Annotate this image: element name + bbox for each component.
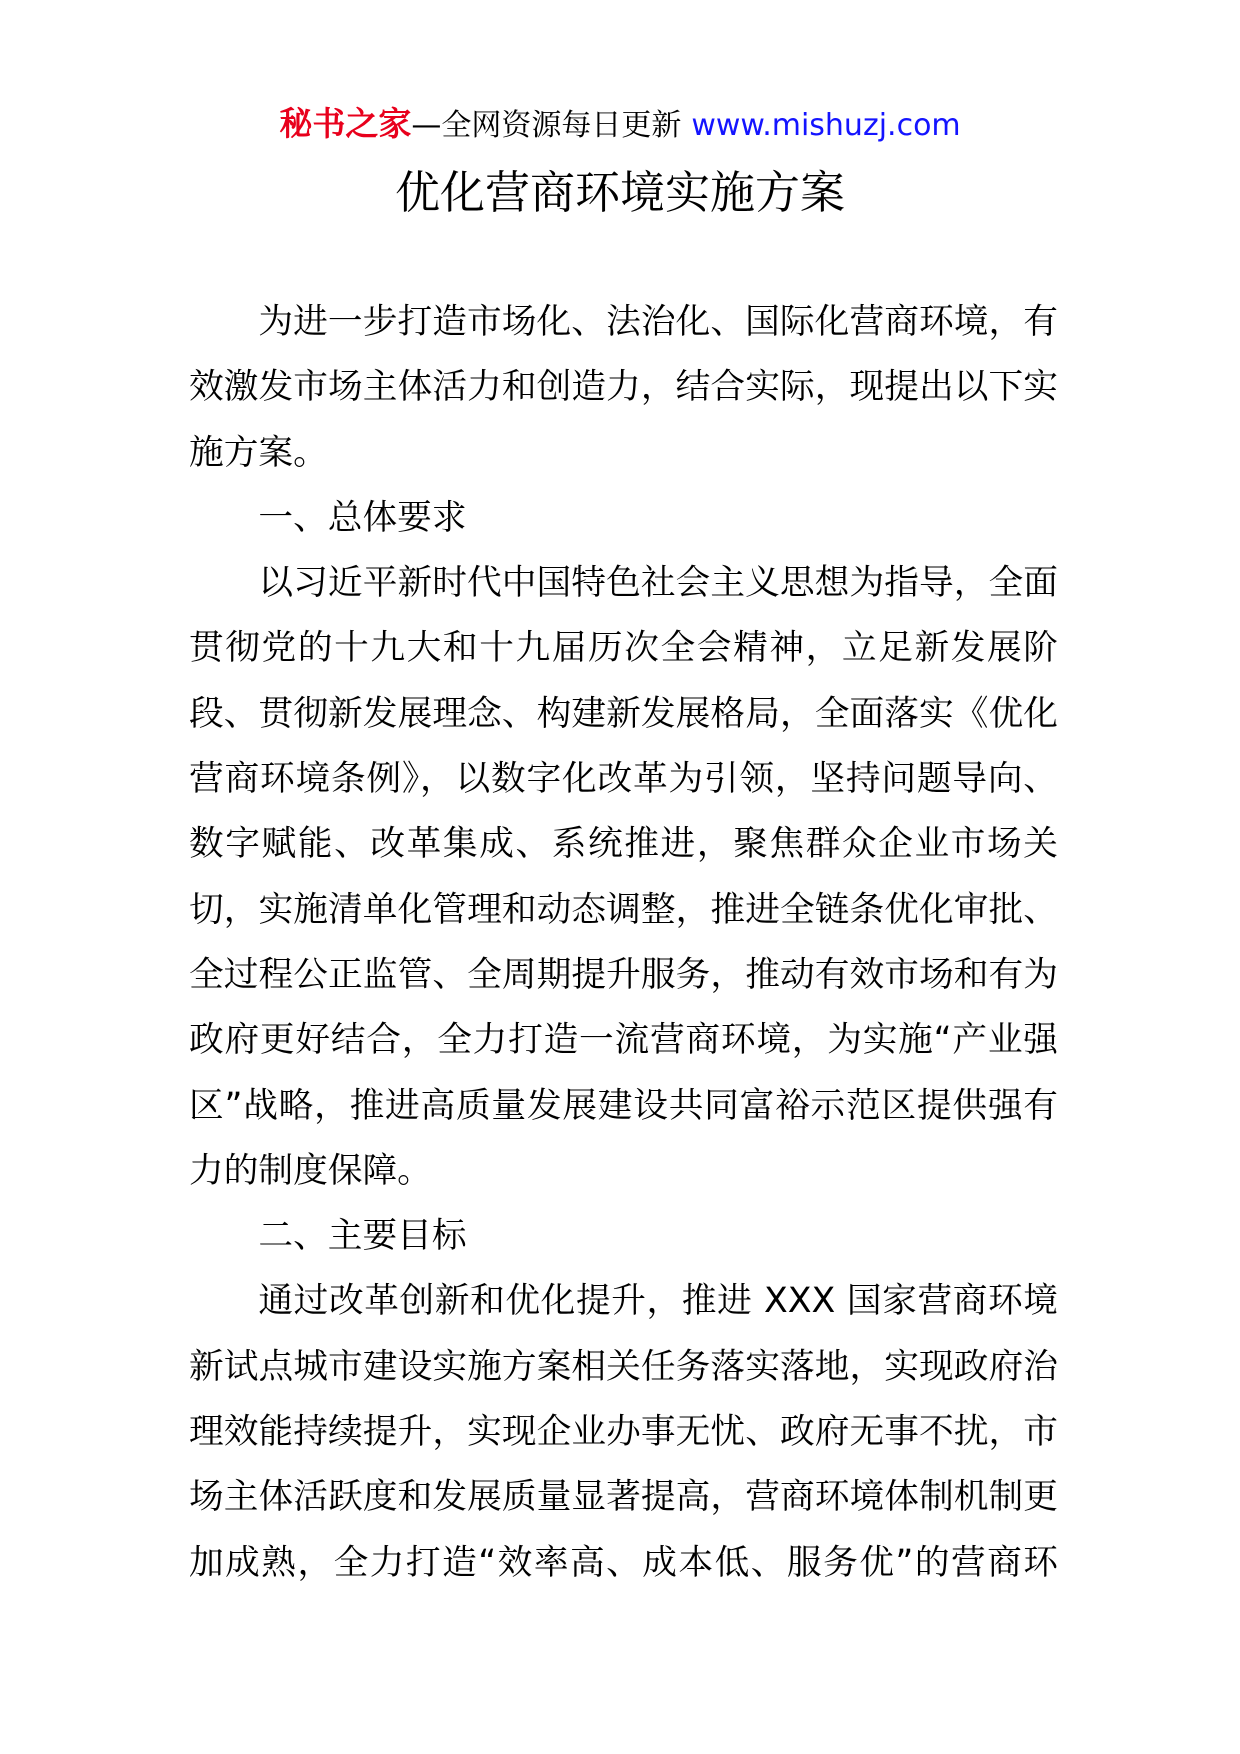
paragraph-line: 新试点城市建设实施方案相关任务落实落地，实现政府治 (189, 1346, 1058, 1387)
site-header (0, 104, 1240, 144)
section-heading: 二、主要目标 (258, 1216, 467, 1257)
paragraph-line: 切，实施清单化管理和动态调整，推进全链条优化审批、 (189, 889, 1058, 930)
section-heading: 一、总体要求 (258, 497, 467, 538)
paragraph-line: 通过改革创新和优化提升，推进 XXX 国家营商环境 (258, 1281, 1058, 1322)
paragraph-line: 全过程公正监管、全周期提升服务，推动有效市场和有为 (189, 954, 1058, 995)
paragraph-line: 数字赋能、改革集成、系统推进，聚焦群众企业市场关 (189, 824, 1058, 865)
paragraph-line: 以习近平新时代中国特色社会主义思想为指导，全面 (258, 563, 1058, 604)
paragraph-line: 场主体活跃度和发展质量显著提高，营商环境体制机制更 (189, 1477, 1058, 1518)
paragraph (189, 551, 1058, 1204)
paragraph-line: 施方案。 (189, 432, 328, 473)
paragraph-line: 效激发市场主体活力和创造力，结合实际，现提出以下实 (189, 367, 1058, 408)
paragraph (189, 1269, 1058, 1595)
document-body (189, 290, 1058, 1596)
site-url-link[interactable]: www.mishuzj.com (691, 108, 961, 143)
paragraph-line: 政府更好结合，全力打造一流营商环境，为实施“产业强 (189, 1020, 1058, 1061)
document-title: 优化营商环境实施方案 (394, 166, 845, 219)
paragraph-line: 区”战略，推进高质量发展建设共同富裕示范区提供强有 (189, 1085, 1058, 1126)
paragraph (189, 290, 1058, 486)
site-tagline: —全网资源每日更新 (411, 108, 682, 143)
paragraph-line: 营商环境条例》，以数字化改革为引领，坚持问题导向、 (189, 759, 1058, 800)
paragraph-line: 段、贯彻新发展理念、构建新发展格局，全面落实《优化 (189, 693, 1058, 734)
paragraph-line: 理效能持续提升，实现企业办事无忧、政府无事不扰，市 (189, 1412, 1058, 1453)
paragraph-line: 加成熟，全力打造“效率高、成本低、服务优”的营商环 (189, 1542, 1058, 1583)
site-brand: 秘书之家 (279, 104, 412, 143)
paragraph-line: 贯彻党的十九大和十九届历次全会精神，立足新发展阶 (189, 628, 1058, 669)
paragraph-line: 力的制度保障。 (189, 1150, 432, 1191)
paragraph-line: 为进一步打造市场化、法治化、国际化营商环境，有 (258, 302, 1058, 342)
